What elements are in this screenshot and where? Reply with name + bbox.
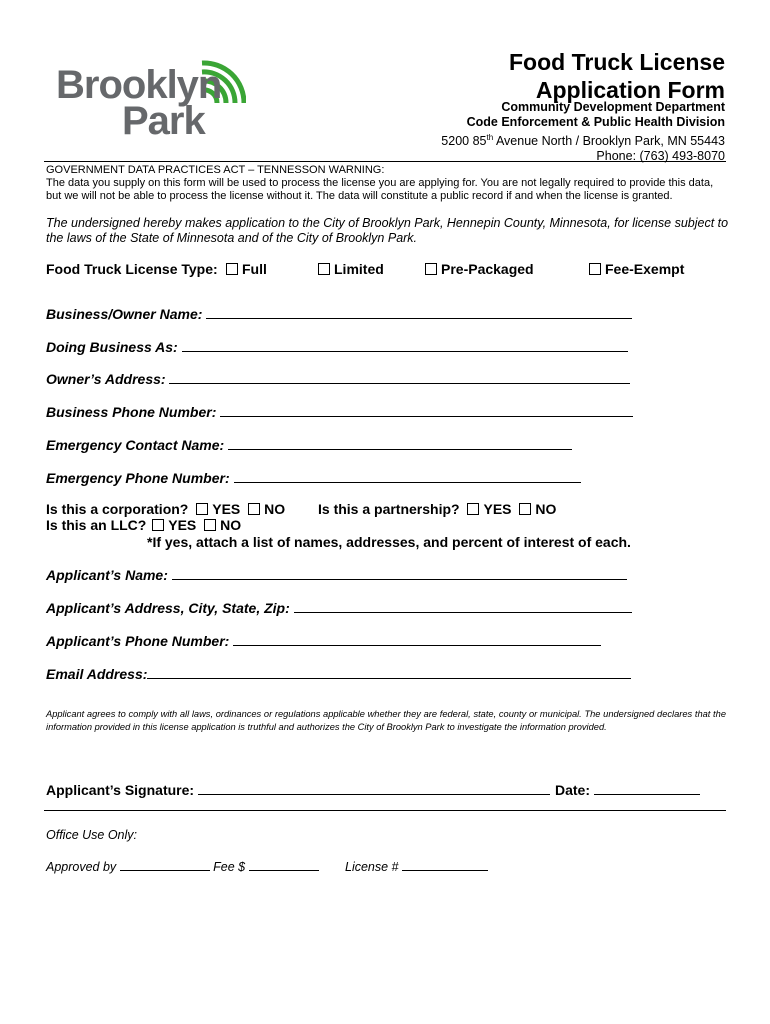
approved-by-field: Approved by Fee $ bbox=[46, 857, 319, 874]
applicant-phone-field: Applicant’s Phone Number: bbox=[46, 632, 601, 649]
date-input[interactable] bbox=[594, 781, 700, 795]
warning-heading: GOVERNMENT DATA PRACTICES ACT – TENNESSON WARNING: bbox=[46, 164, 385, 176]
business-phone-field: Business Phone Number: bbox=[46, 403, 633, 420]
emergency-phone-field: Emergency Phone Number: bbox=[46, 469, 581, 486]
applicant-address-input[interactable] bbox=[294, 599, 632, 613]
license-number-field: License # bbox=[345, 857, 488, 874]
partnership-question: Is this a partnership? YES NO bbox=[318, 501, 557, 517]
license-number-input[interactable] bbox=[402, 857, 488, 871]
divider-top bbox=[44, 161, 726, 162]
owner-address-input[interactable] bbox=[169, 370, 630, 384]
email-input[interactable] bbox=[147, 665, 631, 679]
date-field: Date: bbox=[555, 781, 700, 798]
fee-input[interactable] bbox=[249, 857, 319, 871]
llc-yes-checkbox[interactable] bbox=[152, 519, 164, 531]
title-line-2: Application Form bbox=[535, 77, 725, 103]
undersigned-statement: The undersigned hereby makes application to the City of Brooklyn Park, Hennepin County, Minnesota, for license subject to the laws of the State of Minnesota and of the City of Brooklyn Park. bbox=[46, 216, 729, 245]
agreement-text: Applicant agrees to comply with all laws, ordinances or regulations applicable whether they are federal, state, county or municipal. The undersigned declares that the information provided in this license application is truthful and authorizes the City of Brooklyn Park to investigate the information provided. bbox=[46, 709, 726, 732]
applicant-name-field: Applicant’s Name: bbox=[46, 566, 627, 583]
email-field: Email Address: bbox=[46, 665, 631, 682]
corporation-question: Is this a corporation? YES NO bbox=[46, 501, 286, 517]
owner-address-field: Owner’s Address: bbox=[46, 370, 630, 387]
applicant-name-input[interactable] bbox=[172, 566, 627, 580]
entity-note: *If yes, attach a list of names, addresses, and percent of interest of each. bbox=[147, 534, 631, 550]
pre-packaged-checkbox[interactable] bbox=[425, 263, 437, 275]
business-phone-input[interactable] bbox=[220, 403, 633, 417]
option-limited[interactable]: Limited bbox=[318, 261, 384, 277]
option-full[interactable]: Full bbox=[226, 261, 267, 277]
applicant-address-field: Applicant’s Address, City, State, Zip: bbox=[46, 599, 632, 616]
divider-bottom bbox=[44, 810, 726, 811]
approved-by-input[interactable] bbox=[120, 857, 210, 871]
llc-question: Is this an LLC? YES NO bbox=[46, 517, 242, 533]
office-use-heading: Office Use Only: bbox=[46, 828, 137, 842]
department-block bbox=[441, 100, 725, 164]
phone: Phone: (763) 493-8070 bbox=[596, 149, 725, 164]
dba-field: Doing Business As: bbox=[46, 338, 628, 355]
applicant-phone-input[interactable] bbox=[233, 632, 601, 646]
warning-body: The data you supply on this form will be used to process the license you are applying for. You are not legally required to provide this data, but we will not be able to process the license without it. The data will constitute a public record if and when the license is granted. bbox=[46, 177, 714, 202]
brooklyn-park-logo bbox=[54, 55, 254, 143]
logo-text-park: Park bbox=[122, 99, 205, 143]
form-title bbox=[509, 48, 725, 104]
llc-no-checkbox[interactable] bbox=[204, 519, 216, 531]
corp-yes-checkbox[interactable] bbox=[196, 503, 208, 515]
emergency-contact-input[interactable] bbox=[228, 436, 572, 450]
license-type-label: Food Truck License Type: bbox=[46, 261, 218, 277]
logo-text-brooklyn: Brooklyn bbox=[56, 63, 222, 107]
corp-no-checkbox[interactable] bbox=[248, 503, 260, 515]
option-pre-packaged[interactable]: Pre-Packaged bbox=[425, 261, 534, 277]
emergency-contact-field: Emergency Contact Name: bbox=[46, 436, 572, 453]
partner-no-checkbox[interactable] bbox=[519, 503, 531, 515]
option-fee-exempt[interactable]: Fee-Exempt bbox=[589, 261, 684, 277]
division-name: Code Enforcement & Public Health Division bbox=[466, 115, 725, 129]
business-owner-field: Business/Owner Name: bbox=[46, 305, 632, 322]
limited-checkbox[interactable] bbox=[318, 263, 330, 275]
signature-input[interactable] bbox=[198, 781, 550, 795]
partner-yes-checkbox[interactable] bbox=[467, 503, 479, 515]
business-owner-input[interactable] bbox=[206, 305, 632, 319]
signature-field: Applicant’s Signature: bbox=[46, 781, 550, 798]
full-checkbox[interactable] bbox=[226, 263, 238, 275]
fee-exempt-checkbox[interactable] bbox=[589, 263, 601, 275]
dept-name: Community Development Department bbox=[501, 100, 725, 114]
address: 5200 85th Avenue North / Brooklyn Park, MN 55443 bbox=[441, 133, 725, 149]
dba-input[interactable] bbox=[182, 338, 628, 352]
emergency-phone-input[interactable] bbox=[234, 469, 581, 483]
title-line-1: Food Truck License bbox=[509, 49, 725, 75]
